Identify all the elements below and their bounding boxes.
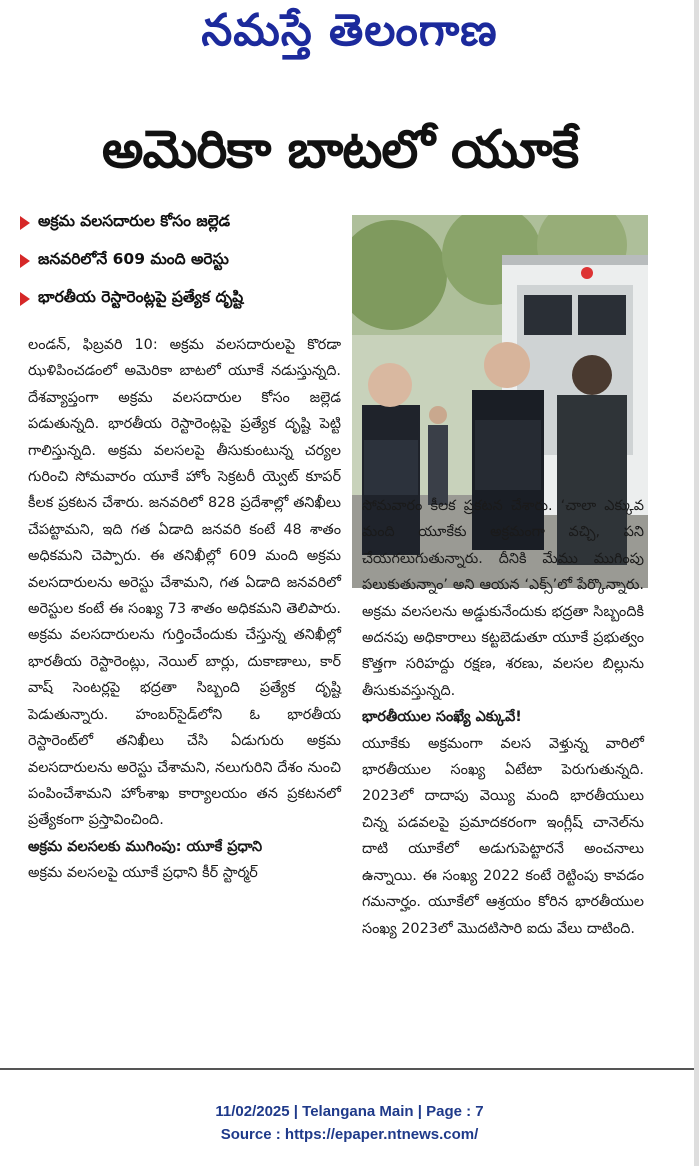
- bullet-item: [20, 242, 340, 280]
- article-paragraph: సోమవారం కీలక ప్రకటన చేశారు. ‘చాలా ఎక్కువ మంది యూకేకు అక్రమంగా వచ్చి, పని చేయగలుగుతున్నారు. దీనికి మేము ముగింపు పలుకుతున్నాం’ అని ఆయన ‘ఎక్స్‌’లో పేర్కొన్నారు. అక్రమ వలసలను అడ్డుకునేందుకు భద్రతా సిబ్బందికి అదనపు అధికారాలు కట్టబెడుతూ యూకే ప్రభుత్వం కొత్తగా సరిహద్దు రక్షణ, శరణు, వలసల బిల్లును తీసుకువస్తున్నది.: [362, 498, 644, 699]
- clipping-divider: [0, 1068, 699, 1070]
- article-headline: అమెరికా బాటలో యూకే: [101, 120, 579, 180]
- bullet-item: [20, 204, 340, 242]
- masthead: [0, 0, 699, 72]
- bullet-text: అక్రమ వలసదారుల కోసం జల్లెడ: [38, 212, 231, 230]
- bullet-text: జనవరిలోనే 609 మంది అరెస్టు: [38, 250, 229, 268]
- newspaper-title: నమస్తే తెలంగాణ: [201, 5, 498, 56]
- news-clipping: [0, 100, 699, 1072]
- edition-info: 11/02/2025 | Telangana Main | Page : 7: [215, 1103, 484, 1120]
- article-column-left: [28, 332, 341, 887]
- highlight-bullets: [20, 204, 340, 318]
- page-edge: [694, 0, 699, 1166]
- article-paragraph: లండన్‌, ఫిబ్రవరి 10: అక్రమ వలసదారులపై కొరడా ఝళిపించడంలో అమెరికా బాటలో యూకే నడుస్తున్నది. దేశవ్యాప్తంగా అక్రమ వలసదారుల కోసం జల్లెడ పడుతున్నది. భారతీయ రెస్టారెంట్లపై ప్రత్యేక దృష్టి పెట్టి గాలిస్తున్నది. అక్రమ వలసలపై తీసుకుంటున్న చర్యల గురించి సోమవారం యూకే హోం సెక్రటరీ య్వెట్‌ కూపర్‌ కీలక ప్రకటన చేశారు. జనవరిలో 828 ప్రదేశాల్లో తనిఖీలు చేపట్టామని, ఇది గత ఏడాది జనవరి కంటే 48 శాతం అధికమని చెప్పారు. ఈ తనిఖీల్లో 609 మంది అక్రమ వలసదారులను అరెస్టు చేశామని, గత ఏడాది జనవరిలో అరెస్టుల కంటే ఈ సంఖ్య 73 శాతం అధికమని తెలిపారు. అక్రమ వలసదారులను గుర్తించేందుకు చేస్తున్న తనిఖీల్లో భారతీయ రెస్టారెంట్లు, నెయిల్‌ బార్లు, దుకాణాలు, కార్‌ వాష్‌ సెంటర్లపై భద్రతా సిబ్బంది ప్రత్యేక దృష్టి పెడుతున్నారు. హంబర్‌సైడ్‌లోని ఓ భారతీయ రెస్టారెంట్‌లో తనిఖీలు చేసి ఏడుగురు అక్రమ వలసదారులను అరెస్టు చేశామని, నలుగురిని దేశం నుంచి పంపించేశామని హోంశాఖ కార్యాలయం తన ప్రకటనలో ప్రత్యేకంగా ప్రస్తావించింది.: [28, 337, 341, 829]
- bullet-text: భారతీయ రెస్టారెంట్లపై ప్రత్యేక దృష్టి: [38, 288, 244, 306]
- source-link[interactable]: Source : https://epaper.ntnews.com/: [220, 1126, 479, 1143]
- triangle-bullet-icon: [20, 292, 30, 306]
- article-subheading: అక్రమ వలసలకు ముగింపు: యూకే ప్రధాని: [28, 838, 263, 855]
- page-footer: [0, 1100, 699, 1146]
- triangle-bullet-icon: [20, 216, 30, 230]
- article-subheading: భారతీయుల సంఖ్యే ఎక్కువే!: [362, 709, 522, 726]
- article-paragraph: యూకేకు అక్రమంగా వలస వెళ్తున్న వారిలో భారతీయుల సంఖ్య ఏటేటా పెరుగుతున్నది. 2023లో దాదాపు వెయ్యి మంది భారతీయులు చిన్న పడవలపై ప్రమాదకరంగా ఇంగ్లీష్‌ చానెల్‌ను దాటి యూకేలో అడుగుపెట్టారనే అంచనాలు ఉన్నాయి. ఈ సంఖ్య 2022 కంటే రెట్టింపు కావడం గమనార్హం. యూకేలో ఆశ్రయం కోరిన భారతీయుల సంఖ్య 2023లో మొదటిసారి ఐదు వేలు దాటింది.: [362, 735, 644, 937]
- triangle-bullet-icon: [20, 254, 30, 268]
- bullet-item: [20, 280, 340, 318]
- article-column-right: [362, 493, 644, 942]
- article-paragraph: అక్రమ వలసలపై యూకే ప్రధాని కీర్‌ స్టార్మర్‌: [28, 865, 258, 882]
